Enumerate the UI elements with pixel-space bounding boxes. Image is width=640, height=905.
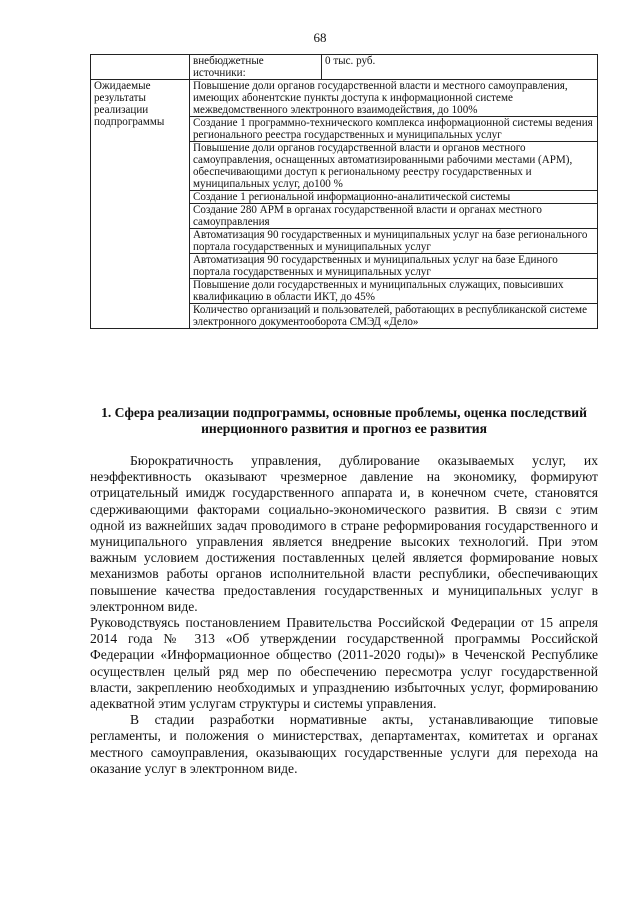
body-text bbox=[90, 453, 598, 777]
result-item: Создание 280 АРМ в органах государственной власти и органах местного самоуправления bbox=[190, 204, 598, 229]
table-row bbox=[91, 55, 598, 80]
funding-amount-cell: 0 тыс. руб. bbox=[322, 55, 598, 80]
result-item: Повышение доли органов государственной власти и органов местного самоуправления, оснащенных автоматизированными рабочими местами (АРМ), обеспечивающими доступ к региональному реестру государственных и муниципальных услуг, до100 % bbox=[190, 142, 598, 191]
paragraph: В стадии разработки нормативные акты, устанавливающие типовые регламенты, и положения о министерствах, департаментах, комитетах и органах местного самоуправления, оказывающих государственные услуги для перехода на оказание услуг в электронном виде. bbox=[90, 712, 598, 776]
expected-results-label: Ожидаемые результаты реализации подпрограммы bbox=[91, 80, 190, 329]
table-row bbox=[91, 80, 598, 117]
page-number: 68 bbox=[313, 30, 327, 45]
result-item: Автоматизация 90 государственных и муниципальных услуг на базе Единого портала государственных и муниципальных услуг bbox=[190, 254, 598, 279]
result-item: Повышение доли органов государственной власти и местного самоуправления, имеющих абонентские пункты доступа к информационной системе межведомственного электронного взаимодействия, до 100% bbox=[190, 80, 598, 117]
result-item: Количество организаций и пользователей, работающих в республиканской системе электронного документооборота СМЭД «Дело» bbox=[190, 304, 598, 329]
subprogram-table bbox=[90, 54, 598, 329]
funding-source-cell: внебюджетные источники: bbox=[190, 55, 322, 80]
table-cell-empty bbox=[91, 55, 190, 80]
paragraph: Бюрократичность управления, дублирование оказываемых услуг, их неэффективность оказывают чрезмерное давление на экономику, формируют отрицательный имидж государственного аппарата и, в конечном счете, становятся сдерживающими факторами социально-экономического развития. В связи с этим одной из важнейших задач проводимого в стране реформирования государственного и муниципального управления является внедрение высоких технологий. При этом важным условием достижения поставленных целей является формирование новых механизмов работы органов исполнительной власти республики, обеспечивающих повышение качества предоставления государственных и муниципальных услуг в электронном виде. bbox=[90, 453, 598, 614]
result-item: Создание 1 региональной информационно-аналитической системы bbox=[190, 191, 598, 204]
result-item: Автоматизация 90 государственных и муниципальных услуг на базе регионального портала государственных и муниципальных услуг bbox=[190, 229, 598, 254]
section-heading: 1. Сфера реализации подпрограммы, основные проблемы, оценка последствий инерционного развития и прогноз ее развития bbox=[101, 405, 587, 436]
result-item: Повышение доли государственных и муниципальных служащих, повысивших квалификацию в области ИКТ, до 45% bbox=[190, 279, 598, 304]
paragraph: Руководствуясь постановлением Правительства Российской Федерации от 15 апреля 2014 года № 313 «Об утверждении государственной программы Российской Федерации «Информационное общество (2011-2020 годы)» в Чеченской Республике осуществлен целый ряд мер по обеспечению пересмотра услуг государственной власти, закреплению необходимых и упразднению избыточных услуг, формированию адекватной этим услугам структуры и системы управления. bbox=[90, 615, 598, 712]
result-item: Создание 1 программно-технического комплекса информационной системы ведения регионального реестра государственных и муниципальных услуг bbox=[190, 117, 598, 142]
